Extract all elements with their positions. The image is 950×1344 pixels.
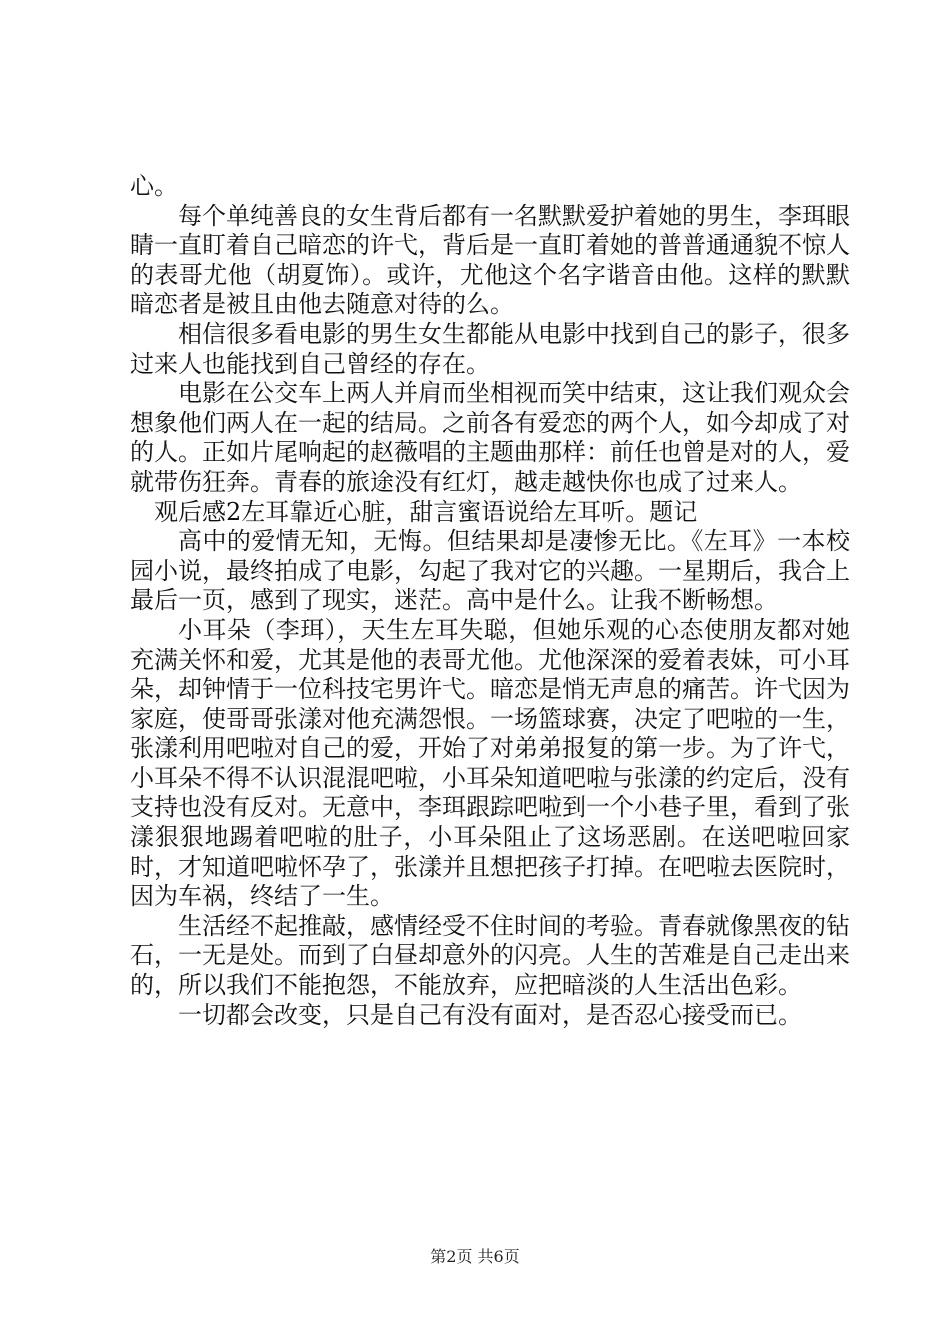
page-number-footer: 第2页 共6页 (430, 1247, 520, 1266)
paragraph-3: 相信很多看电影的男生女生都能从电影中找到自己的影子，很多过来人也能找到自己曾经的存在。 (130, 319, 850, 378)
section-heading-line: 观后感2左耳靠近心脏，甜言蜜语说给左耳听。题记 (154, 497, 698, 526)
paragraph-8: 一切都会改变，只是自己有没有面对，是否忍心接受而已。 (178, 1000, 802, 1029)
paragraph-1: 心。 (130, 172, 178, 200)
paragraph-5: 高中的爱情无知，无悔。但结果却是凄惨无比。《左耳》一本校园小说，最终拍成了电影，勾起了我对它的兴趣。一星期后，我合上最后一页，感到了现实，迷茫。高中是什么。让我不断畅想。 (130, 527, 850, 615)
paragraph-7: 生活经不起推敲，感情经受不住时间的考验。青春就像黑夜的钻石，一无是处。而到了白昼却意外的闪亮。人生的苦难是自己走出来的，所以我们不能抱怨，不能放弃，应把暗淡的人生活出色彩。 (130, 911, 850, 1000)
paragraph-6: 小耳朵（李珥），天生左耳失聪，但她乐观的心态使朋友都对她充满关怀和爱，尤其是他的表哥尤他。尤他深深的爱着表妹，可小耳朵，却钟情于一位科技宅男许弋。暗恋是悄无声息的痛苦。许弋因为家庭，使哥哥张漾对他充满怨恨。一场篮球赛，决定了吧啦的一生，张漾利用吧啦对自己的爱，开始了对弟弟报复的第一步。为了许弋，小耳朵不得不认识混混吧啦，小耳朵知道吧啦与张漾的约定后，没有支持也没有反对。无意中，李珥跟踪吧啦到一个小巷子里，看到了张漾狠狠地踢着吧啦的肚子，小耳朵阻止了这场恶剧。在送吧啦回家时，才知道吧啦怀孕了，张漾并且想把孩子打掉。在吧啦去医院时，因为车祸，终结了一生。 (130, 615, 850, 911)
document-body (130, 172, 850, 1030)
paragraph-2: 每个单纯善良的女生背后都有一名默默爱护着她的男生，李珥眼睛一直盯着自己暗恋的许弋，背后是一直盯着她的普普通通貌不惊人的表哥尤他（胡夏饰）。或许，尤他这个名字谐音由他。这样的默默暗恋者是被且由他去随意对待的么。 (130, 201, 850, 319)
paragraph-4: 电影在公交车上两人并肩而坐相视而笑中结束，这让我们观众会想象他们两人在一起的结局。之前各有爱恋的两个人，如今却成了对的人。正如片尾响起的赵薇唱的主题曲那样：前任也曾是对的人，爱就带伤狂奔。青春的旅途没有红灯，越走越快你也成了过来人。 (130, 379, 850, 496)
